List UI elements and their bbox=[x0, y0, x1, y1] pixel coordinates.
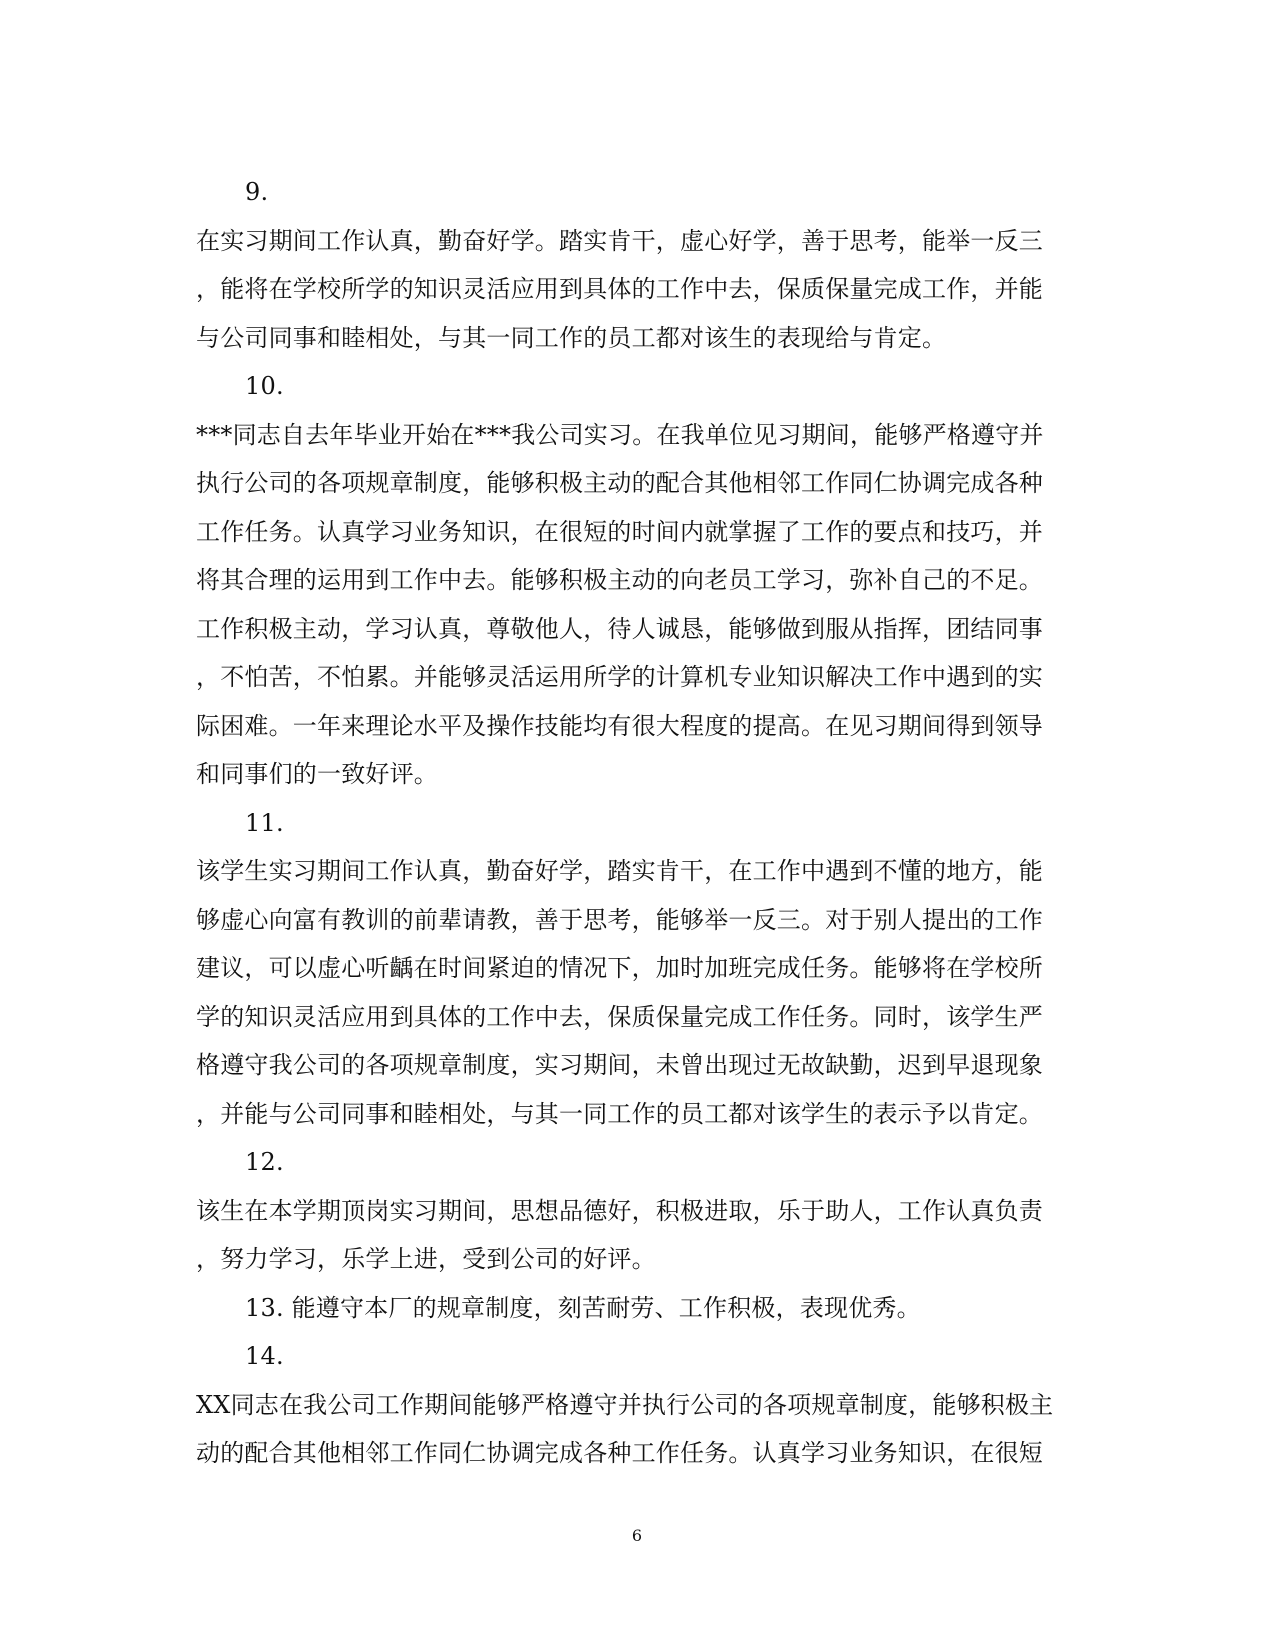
text-line: 和同事们的一致好评。 bbox=[196, 760, 438, 788]
item-number: 14. bbox=[245, 1342, 284, 1370]
item-number: 11. bbox=[245, 808, 284, 837]
item-number: 12. bbox=[245, 1148, 284, 1176]
text-line: 在实习期间工作认真，勤奋好学。踏实肯干，虚心好学，善于思考，能举一反三 bbox=[196, 226, 1043, 255]
text-line: 该学生实习期间工作认真，勤奋好学，踏实肯干，在工作中遇到不懂的地方，能 bbox=[196, 857, 1043, 885]
document-body bbox=[196, 168, 1076, 1478]
text-line: 动的配合其他相邻工作同仁协调完成各种工作任务。认真学习业务知识，在很短 bbox=[196, 1439, 1043, 1467]
text-line: ，并能与公司同事和睦相处，与其一同工作的员工都对该学生的表示予以肯定。 bbox=[196, 1099, 1043, 1128]
page-number: 6 bbox=[631, 1526, 643, 1545]
text-line: 格遵守我公司的各项规章制度，实习期间，未曾出现过无故缺勤，迟到早退现象 bbox=[196, 1051, 1043, 1079]
item-number: 10. bbox=[245, 372, 284, 400]
text-line: ，能将在学校所学的知识灵活应用到具体的工作中去，保质保量完成工作，并能 bbox=[196, 275, 1043, 303]
text-line: 该生在本学期顶岗实习期间，思想品德好，积极进取，乐于助人，工作认真负责 bbox=[196, 1196, 1043, 1225]
text-line: 够虚心向富有教训的前辈请教，善于思考，能够举一反三。对于别人提出的工作 bbox=[196, 905, 1043, 934]
text-line: ***同志自去年毕业开始在***我公司实习。在我单位见习期间，能够严格遵守并 bbox=[196, 420, 1044, 449]
text-line: 工作积极主动，学习认真，尊敬他人，待人诚恳，能够做到服从指挥，团结同事 bbox=[196, 614, 1043, 643]
text-line: 与公司同事和睦相处，与其一同工作的员工都对该生的表现给与肯定。 bbox=[196, 323, 947, 352]
text-line: XX同志在我公司工作期间能够严格遵守并执行公司的各项规章制度，能够积极主 bbox=[196, 1390, 1054, 1419]
text-line: 学的知识灵活应用到具体的工作中去，保质保量完成工作任务。同时，该学生严 bbox=[196, 1002, 1043, 1031]
text-line: 执行公司的各项规章制度，能够积极主动的配合其他相邻工作同仁协调完成各种 bbox=[196, 469, 1043, 497]
text-line: 际困难。一年来理论水平及操作技能均有很大程度的提高。在见习期间得到领导 bbox=[196, 711, 1043, 740]
text-line: 将其合理的运用到工作中去。能够积极主动的向老员工学习，弥补自己的不足。 bbox=[196, 566, 1043, 594]
item-number: 9. bbox=[245, 178, 269, 206]
text-line: ，努力学习，乐学上进，受到公司的好评。 bbox=[196, 1245, 656, 1273]
item-number: 13. 能遵守本厂的规章制度，刻苦耐劳、工作积极，表现优秀。 bbox=[245, 1293, 921, 1322]
text-line: ，不怕苦，不怕累。并能够灵活运用所学的计算机专业知识解决工作中遇到的实 bbox=[196, 663, 1043, 691]
text-line: 工作任务。认真学习业务知识，在很短的时间内就掌握了工作的要点和技巧，并 bbox=[196, 517, 1043, 546]
text-line: 建议，可以虚心听齲在时间紧迫的情况下，加时加班完成任务。能够将在学校所 bbox=[196, 954, 1043, 982]
